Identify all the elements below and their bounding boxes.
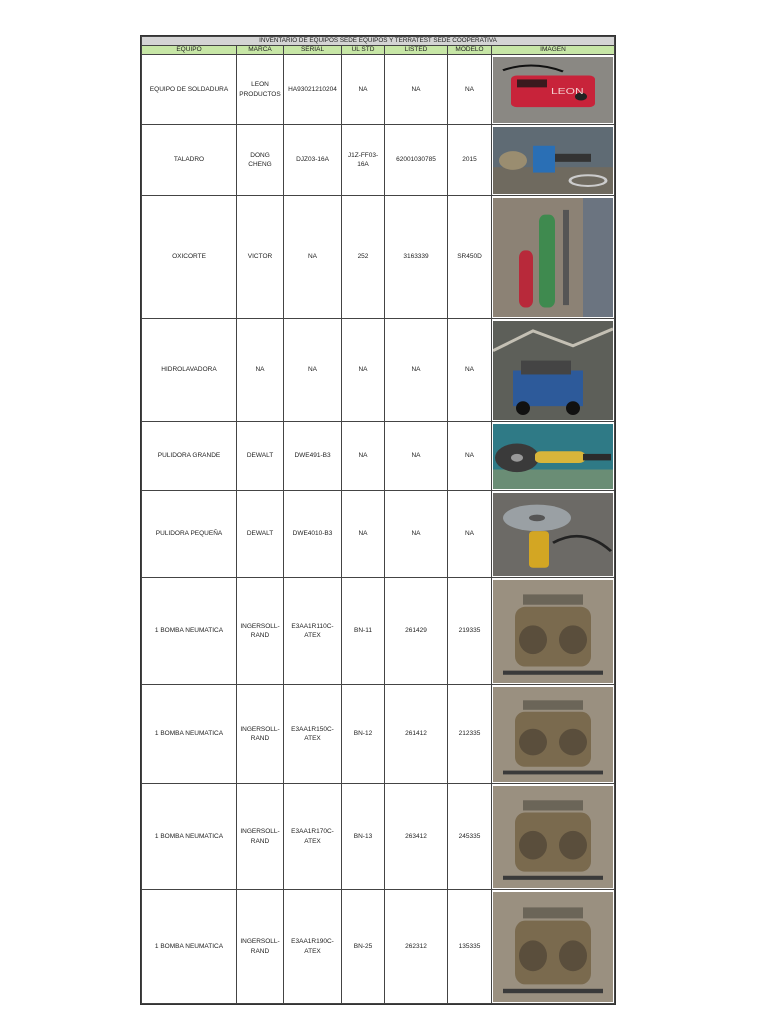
cell-imagen [492, 491, 615, 578]
header-modelo: MODELO [448, 46, 492, 55]
table-row [142, 491, 615, 578]
cell-ul-std: NA [342, 319, 385, 422]
cell-serial: E3AA1R110C-ATEX [284, 578, 342, 685]
cell-listed: NA [385, 491, 448, 578]
cell-serial: DWE491-B3 [284, 422, 342, 491]
cell-serial: HA93021210204 [284, 55, 342, 125]
large-grinder-photo [493, 424, 613, 489]
header-serial: SERIAL [284, 46, 342, 55]
cell-ul-std: BN-12 [342, 685, 385, 784]
cell-ul-std: NA [342, 491, 385, 578]
cell-imagen [492, 196, 615, 319]
pneumatic-pump-photo [493, 892, 613, 1002]
cell-imagen [492, 578, 615, 685]
table-row [142, 784, 615, 890]
cell-equipo: 1 BOMBA NEUMATICA [142, 784, 237, 890]
cell-modelo: NA [448, 422, 492, 491]
cell-ul-std: BN-11 [342, 578, 385, 685]
cell-equipo: EQUIPO DE SOLDADURA [142, 55, 237, 125]
cell-modelo: SR450D [448, 196, 492, 319]
cell-imagen [492, 784, 615, 890]
title-row [142, 37, 615, 46]
header-listed: LISTED [385, 46, 448, 55]
inventory-table [141, 36, 615, 1004]
cell-listed: 261412 [385, 685, 448, 784]
cell-modelo: NA [448, 491, 492, 578]
cell-marca: NA [237, 319, 284, 422]
cell-imagen [492, 685, 615, 784]
cell-serial: DJZ03-16A [284, 125, 342, 196]
cell-modelo: 212335 [448, 685, 492, 784]
cell-equipo: 1 BOMBA NEUMATICA [142, 578, 237, 685]
header-ul-std: UL STD [342, 46, 385, 55]
header-imagen: IMAGEN [492, 46, 615, 55]
cell-serial: DWE4010-B3 [284, 491, 342, 578]
cell-listed: 3163339 [385, 196, 448, 319]
cell-equipo: OXICORTE [142, 196, 237, 319]
cell-imagen [492, 890, 615, 1004]
cell-ul-std: NA [342, 55, 385, 125]
cell-serial: E3AA1R170C-ATEX [284, 784, 342, 890]
table-row [142, 125, 615, 196]
table-row [142, 196, 615, 319]
cell-imagen [492, 125, 615, 196]
header-marca: MARCA [237, 46, 284, 55]
welding-machine-photo [493, 57, 613, 123]
cell-marca: VICTOR [237, 196, 284, 319]
cell-serial: NA [284, 196, 342, 319]
cell-equipo: PULIDORA GRANDE [142, 422, 237, 491]
cell-modelo: 135335 [448, 890, 492, 1004]
cell-ul-std: J1Z-FF03-16A [342, 125, 385, 196]
cell-modelo: 2015 [448, 125, 492, 196]
pneumatic-pump-photo [493, 580, 613, 683]
pressure-washer-photo [493, 321, 613, 420]
table-row [142, 890, 615, 1004]
cell-marca: INGERSOLL-RAND [237, 890, 284, 1004]
small-grinder-photo [493, 493, 613, 576]
cell-marca: INGERSOLL-RAND [237, 685, 284, 784]
cell-modelo: 245335 [448, 784, 492, 890]
cell-marca: LEON PRODUCTOS [237, 55, 284, 125]
cell-imagen [492, 319, 615, 422]
table-row [142, 55, 615, 125]
cell-equipo: 1 BOMBA NEUMATICA [142, 685, 237, 784]
cell-equipo: 1 BOMBA NEUMATICA [142, 890, 237, 1004]
cell-modelo: NA [448, 319, 492, 422]
cell-ul-std: NA [342, 422, 385, 491]
cell-serial: E3AA1R150C-ATEX [284, 685, 342, 784]
cell-equipo: TALADRO [142, 125, 237, 196]
oxy-cutting-photo [493, 198, 613, 317]
cell-imagen [492, 422, 615, 491]
cell-marca: INGERSOLL-RAND [237, 784, 284, 890]
header-row [142, 46, 615, 55]
cell-listed: NA [385, 422, 448, 491]
cell-marca: DEWALT [237, 491, 284, 578]
cell-ul-std: BN-13 [342, 784, 385, 890]
cell-listed: 263412 [385, 784, 448, 890]
pneumatic-pump-photo [493, 786, 613, 888]
cell-marca: DONG CHENG [237, 125, 284, 196]
cell-listed: NA [385, 55, 448, 125]
cell-ul-std: 252 [342, 196, 385, 319]
cell-ul-std: BN-25 [342, 890, 385, 1004]
table-row [142, 319, 615, 422]
cell-serial: E3AA1R190C-ATEX [284, 890, 342, 1004]
cell-equipo: HIDROLAVADORA [142, 319, 237, 422]
cell-modelo: 219335 [448, 578, 492, 685]
header-equipo: EQUIPO [142, 46, 237, 55]
drill-photo [493, 127, 613, 194]
cell-listed: 62001030785 [385, 125, 448, 196]
cell-modelo: NA [448, 55, 492, 125]
cell-imagen [492, 55, 615, 125]
table-row [142, 422, 615, 491]
cell-marca: INGERSOLL-RAND [237, 578, 284, 685]
cell-listed: 261429 [385, 578, 448, 685]
cell-listed: NA [385, 319, 448, 422]
cell-equipo: PULIDORA PEQUEÑA [142, 491, 237, 578]
pneumatic-pump-photo [493, 687, 613, 782]
table-row [142, 578, 615, 685]
cell-serial: NA [284, 319, 342, 422]
inventory-sheet [140, 35, 616, 1005]
svg-text:LEON: LEON [551, 87, 584, 96]
cell-listed: 262312 [385, 890, 448, 1004]
cell-marca: DEWALT [237, 422, 284, 491]
table-row [142, 685, 615, 784]
sheet-title: INVENTARIO DE EQUIPOS SEDE EQUIPOS Y TERRATEST SEDE COOPERATIVA [142, 37, 615, 46]
